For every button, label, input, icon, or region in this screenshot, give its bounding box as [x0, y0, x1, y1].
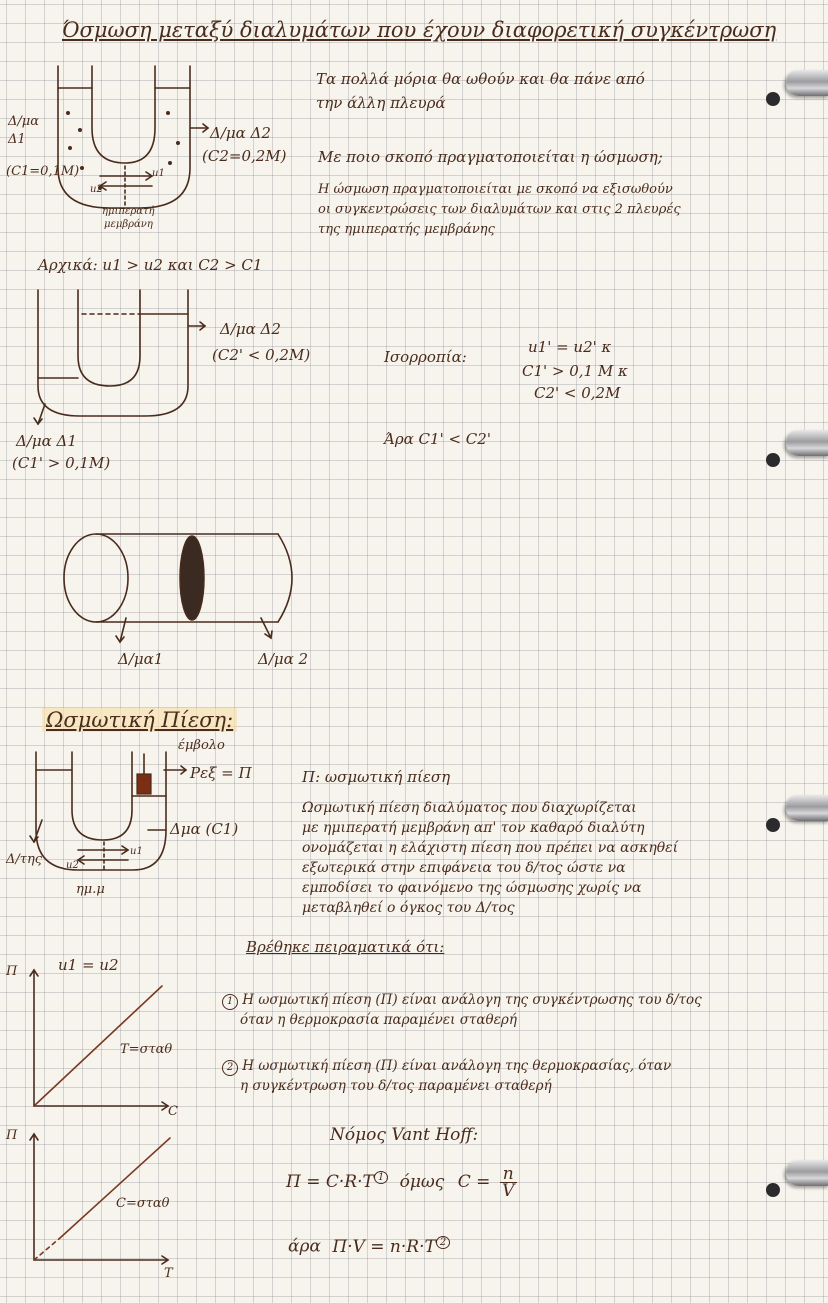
finding-1-line-1: Η ωσμωτική πίεση (Π) είναι ανάλογη της συγκέντρωσης του δ/τος	[242, 992, 702, 1008]
u-tube-diagram-2	[30, 286, 230, 446]
punch-hole-1	[766, 92, 780, 106]
vant-hoff-but: όμως	[399, 1172, 445, 1192]
d4-piston-label: έμβολο	[178, 738, 225, 753]
finding-2	[222, 1056, 762, 1096]
d2-right-label: Δ/μα Δ2	[220, 320, 281, 338]
equilibrium-label: Ισορροπία:	[384, 348, 467, 366]
vant-hoff-therefore: άρα	[288, 1236, 321, 1257]
vant-hoff-eq-1-text: Π = C·R·T	[286, 1172, 374, 1192]
punch-hole-2	[766, 453, 780, 467]
d4-solvent-label: Δ/της	[6, 852, 43, 867]
d2-left-conc: (C1' > 0,1M)	[12, 454, 111, 472]
d2-right-conc: (C2' < 0,2M)	[212, 346, 311, 364]
finding-2-line-2: η συγκέντρωση του δ/τος παραμένει σταθερή	[240, 1078, 552, 1094]
vant-hoff-eq-1-mark: 1	[374, 1171, 388, 1184]
equilibrium-eq-1: u1' = u2' κ	[528, 338, 612, 356]
graph1-x-label: C	[168, 1104, 178, 1119]
osmotic-pressure-heading	[42, 708, 237, 732]
vant-hoff-den: V	[502, 1181, 515, 1201]
binder-ring-1	[786, 70, 828, 96]
note-line-1: Τα πολλά μόρια θα ωθούν και θα πάνε από	[316, 70, 645, 88]
vant-hoff-eq-2	[288, 1232, 450, 1258]
equilibrium-eq-2: C1' > 0,1 M κ	[522, 362, 628, 380]
d1-u1: u1	[152, 168, 165, 179]
d1-left-conc: (C1=0,1M)	[6, 164, 80, 179]
pi-def-line-1: Ωσμωτική πίεση διαλύματος που διαχωρίζεται	[302, 800, 637, 816]
vant-hoff-c-eq: C =	[457, 1172, 491, 1192]
note-line-2: την άλλη πλευρά	[316, 94, 446, 112]
d1-right-conc: (C2=0,2M)	[202, 147, 287, 165]
d4-u2: u2	[66, 860, 79, 871]
d1-membrane-1: ημιπερατή	[102, 206, 155, 217]
page-title: Όσμωση μεταξύ διαλυμάτων που έχουν διαφορετική συγκέντρωση	[62, 18, 777, 42]
pi-definition-title: Π: ωσμωτική πίεση	[302, 768, 451, 786]
binder-ring-4	[786, 1160, 828, 1186]
vant-hoff-fraction	[500, 1166, 517, 1199]
d1-u2: u2	[90, 184, 103, 195]
binder-ring-3	[786, 795, 828, 821]
note-question: Με ποιο σκοπό πραγματοποιείται η ώσμωση;	[318, 148, 663, 166]
vant-hoff-eq-2-text: Π·V = n·R·T	[332, 1236, 436, 1257]
d1-left-label-1: Δ/μα	[8, 114, 39, 129]
pi-def-line-3: ονομάζεται η ελάχιστη πίεση που πρέπει να ασκηθεί	[302, 840, 679, 856]
vant-hoff-num: n	[500, 1166, 517, 1183]
d1-right-label: Δ/μα Δ2	[210, 124, 271, 142]
d4-membrane-label: ημ.μ	[76, 882, 105, 897]
note-answer-2: οι συγκεντρώσεις των διαλυμάτων και στις 2 πλευρές	[318, 202, 681, 217]
osmotic-heading-text: Ωσμωτική Πίεση:	[42, 708, 237, 732]
graph-pi-vs-c	[20, 964, 200, 1114]
d4-pef-label: Pεξ = Π	[190, 764, 252, 782]
finding-1-line-2: όταν η θερμοκρασία παραμένει σταθερή	[240, 1012, 517, 1028]
d3-right-label: Δ/μα 2	[258, 650, 309, 668]
graph1-const: T=σταθ	[120, 1042, 173, 1057]
graph2-y-label: Π	[6, 1128, 18, 1143]
vant-hoff-title: Νόμος Vant Hoff:	[330, 1125, 479, 1145]
equilibrium-eq-3: C2' < 0,2M	[534, 384, 621, 402]
punch-hole-3	[766, 818, 780, 832]
d3-left-label: Δ/μα1	[118, 650, 164, 668]
vant-hoff-eq-1	[286, 1166, 517, 1199]
note-answer-3: της ημιπερατής μεμβράνης	[318, 222, 495, 237]
finding-2-number: 2	[222, 1060, 238, 1076]
d2-left-label: Δ/μα Δ1	[16, 432, 77, 450]
punch-hole-4	[766, 1183, 780, 1197]
finding-1	[222, 990, 762, 1030]
pi-def-line-4: εξωτερικά στην επιφάνεια του δ/τος ώστε να	[302, 860, 626, 876]
graph2-const: C=σταθ	[116, 1196, 170, 1211]
pi-definition-text	[302, 798, 752, 918]
d1-left-label-2: Δ1	[8, 132, 26, 147]
finding-2-line-1: Η ωσμωτική πίεση (Π) είναι ανάλογη της θερμοκρασίας, όταν	[242, 1058, 672, 1074]
d1-membrane-2: μεμβράνη	[104, 219, 153, 230]
cylinder-diagram	[56, 530, 316, 660]
note-answer-1: Η ώσμωση πραγματοποιείται με σκοπό να εξισωθούν	[318, 182, 673, 197]
graph1-y-label: Π	[6, 964, 18, 979]
graph2-x-label: T	[164, 1266, 173, 1281]
d4-solution-label: Δμα (C1)	[170, 820, 239, 838]
experiment-heading: Βρέθηκε πειραματικά ότι:	[246, 938, 445, 956]
graph-pi-vs-t	[20, 1128, 200, 1268]
pi-def-line-2: με ημιπερατή μεμβράνη απ' τον καθαρό διαλύτη	[302, 820, 645, 836]
finding-1-number: 1	[222, 994, 238, 1010]
d4-u1: u1	[130, 846, 143, 857]
vant-hoff-eq-2-mark: 2	[436, 1236, 450, 1249]
pi-def-line-5: εμποδίσει το φαινόμενο της ώσμωσης χωρίς να	[302, 880, 642, 896]
pi-def-line-6: μεταβληθεί ο όγκος του Δ/τος	[302, 900, 515, 916]
equilibrium-conclusion: Άρα C1' < C2'	[384, 430, 491, 448]
graph1-top-label: u1 = u2	[58, 956, 119, 974]
initially-statement: Αρχικά: u1 > u2 και C2 > C1	[38, 256, 263, 274]
binder-ring-2	[786, 430, 828, 456]
